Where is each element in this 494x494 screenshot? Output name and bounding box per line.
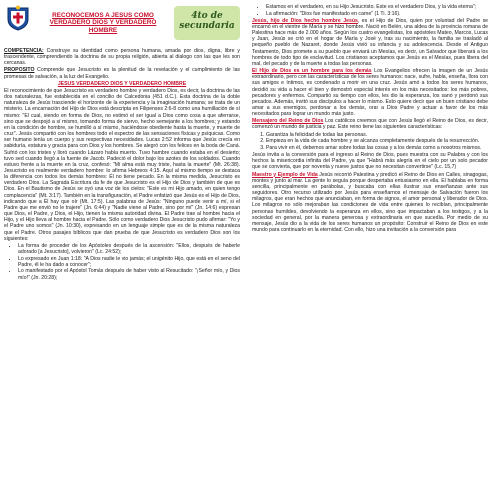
hijo-de-dios-paragraph: [252, 18, 488, 67]
right-column: [252, 4, 488, 490]
worksheet-page: [4, 4, 490, 490]
hijo-de-dios-text: , es el Hijo de Dios, quien por voluntad del Padre se encarnó en el vientre de María y se hizo hombre. Nació en Belén, una aldea de la provincia romana de Palestina hace más de 2.000 años. Según los cuatro evangelistas, los apóstoles Mateo, Marcos, Lucas y Juan, Jesús se crió en el hogar de María y José y, tras su nacimiento, la familia se trasladó al pequeño pueblo de Nazaret, donde Jesús vivió su infancia y su adolescencia. Desde el Antiguo Testamento, Dios promete a su pueblo que enviará un Mesías, es decir, un Salvador que liberará a los hombres de todo tipo de esclavitud. Los cristianos aceptamos que Jesús es el Mesías, pues libera del mal, del pecado y de la muerte a todas las personas.: [252, 17, 488, 67]
proposito-label: PROPOSITO: [4, 67, 35, 74]
section-body: El reconocimiento de que Jesucristo es verdadero hombre y verdadero Dios, es decir, la doctrina de las dos naturalezas, fue establecida en el concilio de Calcedonia (451 d.C.). Esta doctrina de la doble naturaleza de Jesús trasciende el horizonte de la experiencia y la imaginación humana; se trata de un misterio. La encarnación del Hijo de Dios está descripta en Filipenses 2:6-8 como una humillación de sí mismo: "El cual, siendo en forma de Dios, no estimó el ser igual a Dios como cosa a que aferrarse, sino que se despojó a sí mismo, tomando forma de siervo, hecho semejante a los hombres; y estando en la condición de hombre, se humilló a sí mismo, haciéndose obediente hasta la muerte, y muerte de cruz". Jesús compartió con los hombres todo el espectro de las sensaciones físicas y psíquicas. Como ser humano tenía un cuerpo y sus respectivas necesidades. Lucas 2:52 informa que Jesús crecía en sabiduría, estatura y gracia para con Dios y los hombres. Se alegró con los felices en la boda de Caná. Sufrió con los tristes y lloró cuando Lázaro había muerto. Tuvo hambre cuando estaba en el desierto; tuvo sed cuando llegó a la fuente de Jacob. Padeció el dolor bajo los azotes de los soldados. Cuando estuvo frente a la muerte en la cruz, confesó: "Mi alma está muy triste, hasta la muerte" (Mt. 26:38). Jesucristo es realmente verdadero hombre: lo afirma Hebreos 4:15. Aquí al mismo tiempo se destaca la diferencia con todos los demás hombres: Él no tiene pecado. En la misma medida, Jesucristo es verdadero Dios. La Sagrada Escritura da fe de que Jesucristo es el Hijo de Dios y también de que es Dios. En el Bautismo de Jesús se oyó una voz de los cielos: "Este es mi Hijo amado, en quien tengo complacencia" (Mt. 3:17). También en la transfiguración, el Padre enfatizó que Jesús es el Hijo de Dios, indicando que a Él hay que oír (Mt. 17:5). Las palabras de Jesús: "Ninguno puede venir a mí, si el Padre que me envió no le trajere" (Jn. 6:44) y "Nadie viene al Padre, sino por mí" (Jn. 14:6) expresan que Dios, el Padre, y Dios, el Hijo, tienen la misma autoridad divina. El Padre trae al hombre hacia el Hijo, y el Hijo lleva al hombre hacia el Padre. Sólo como verdadero Dios Jesucristo pudo afirmar: "Yo y el Padre uno somos" (Jn. 10:30), expresando en un lenguaje simple que es de la misma naturaleza que el Padre. Otros pasajes bíblicos que dan prueba de que Jesucristo es verdadero Dios son los siguientes:: [4, 87, 240, 242]
maestro-text: Jesús recorrió Palestina y predicó el Reino de Dios en Calles, sinagogas, montes y junto al mar. La gente lo seguía porque despertaba entusiasmo en ella. El hablaba en forma sencilla, principalmente en parábolas, y buscaba con ellas ilustrar sus enseñanzas ante sus seguidores. Otro recurso utilizado por Jesús para enseñarnos el mensaje de Salvación fueron los milagros, que eran hechos que anunciaban, en forma de signos, el amor personal y liberador de Dios. Los milagros no sólo mejoraban las condiciones de vida entre quienes lo recibían, principalmente personas humildes, devolviendo la esperanza en ellos, sino que impactaban a los testigos, y a la sociedad en general, por la manera generosa y extraordinaria en que sucedía. Por medio de su mensaje, Jesús dio a la vida de los seres humanos un propósito: Construir el Reino de Dios en este mundo para continuarlo en la eternidad. Con ello, hizo una invitación a la conversión para: [252, 171, 488, 233]
grade-badge-line2: secundaria: [179, 21, 235, 31]
mensajero-text: Los católicos creemos que con Jesús llegó el Reino de Dios, es decir, comenzó un mundo de justicia y paz. Este reino tiene las siguientes características:: [252, 118, 488, 131]
list-item: • La afirmación: "Dios fue manifestado en carne" (1 Ti. 3:16).: [266, 11, 488, 17]
competencia-label: COMPETENCIA:: [4, 48, 44, 54]
hombre-para-los-demas-text: Los Evangelios ofrecen la imagen de un Jesús extraordinario, pero con las características de los seres humanos: nace, sufre, habla, enseña, llora con sus amigos e íntimos, es condenado a morir en una cruz. Jesús amó a todos los seres humanos, decidió su vida a hacer el bien y demostró especial interés en los más necesitados: los más pobres, pecadores y enfermos. Compartió su tiempo con ellos, les dio la esperanza, los sanó y perdonó sus pecados. Además, invitó sus discípulos a hacer lo mismo. Esto quiere decir que un buen cristiano debe amar a sus enemigos, perdonar a los demás, orar a Dios Padre y actuar a favor de los más necesitados para lograr un mundo más justo.: [252, 68, 488, 118]
hombre-para-los-demas-heading: El Hijo de Dios es un hombre para los demás: [252, 68, 372, 75]
right-bullet-list: [252, 4, 488, 17]
list-item: • La forma de proceder de los Apóstoles después de la ascensión: "Ellos, después de haberle adorado [a Jesucristo], volvieron" (Lc. 24:52);: [18, 243, 240, 255]
conversion-paragraph: Jesús invita a la conversión para el ingreso al Reino de Dios, pues muestra con su Palabra y con los hechos la misericordia infinita del Padre, ya que "Habrá más alegría en el cielo por un solo pecador que se convierta, que por noventa y nueve justos que no necesitan convertirse" (Lc. 15,7): [252, 152, 488, 171]
list-item: • Lo expresado en Juan 1:18: "A Dios nadie le vio jamás; el unigénito Hijo, que está en el seno del Padre, él le ha dado a conocer";: [18, 256, 240, 268]
mensajero-paragraph: [252, 118, 488, 130]
section-heading-jesus: JESUS VERDADERO DIOS Y VERDADERO HOMBRE: [57, 80, 187, 87]
list-item: 1. Garantiza la felicidad de todas las personas.: [266, 132, 488, 138]
reino-characteristics-list: [252, 132, 488, 151]
competencia-text: Construye su identidad como persona humana, amada por dios, digna, libre y trascendente, comprendiendo la doctrina de su propia religión, abierta al dialogo con las que les son cercanas.: [4, 48, 240, 67]
worksheet-title: RECONOCEMOS A JESUS COMO VERDADERO DIOS Y VERDADERO HOMBRE: [49, 12, 157, 34]
proposito-text: Comprende que Jesucristo es la plenitud de la revelación y el cumplimiento de las promesas de salvación, a la luz del Evangelio.: [4, 67, 240, 80]
worksheet-header: [4, 4, 240, 48]
list-item: • Estamos en el verdadero, en su Hijo Jesucristo. Este es el verdadero Dios, y la vida eterna";: [266, 4, 488, 10]
left-column: [4, 4, 240, 490]
proposito-paragraph: [4, 67, 240, 79]
school-logo-icon: [5, 5, 31, 31]
grade-badge-line1: 4to de: [191, 11, 223, 21]
list-item: 2. Empieza en la vida de cada hombre y se alcanza completamente después de la resurrección.: [266, 138, 488, 144]
hombre-para-los-demas-paragraph: [252, 68, 488, 117]
left-bullet-list: [4, 243, 240, 281]
maestro-heading: Maestro y Ejemplo de Vida: [252, 171, 318, 178]
competencia-paragraph: [4, 48, 240, 66]
hijo-de-dios-heading: Jesús, hijo de Dios hecho hombre Jesús: [252, 17, 358, 24]
maestro-paragraph: [252, 172, 488, 234]
grade-badge: [174, 6, 240, 40]
mensajero-heading: Mensajero del Reino de Dios: [252, 118, 324, 125]
list-item: 3. Para vivir en él, debemos amar sobre todas las cosas y a los demás como a nosotros mismos.: [266, 145, 488, 151]
list-item: • Lo manifestado por el Apóstol Tomás después de haber visto al Resucitado: "¡Señor mío, y Dios mío!" (Jn. 20:28);: [18, 268, 240, 280]
